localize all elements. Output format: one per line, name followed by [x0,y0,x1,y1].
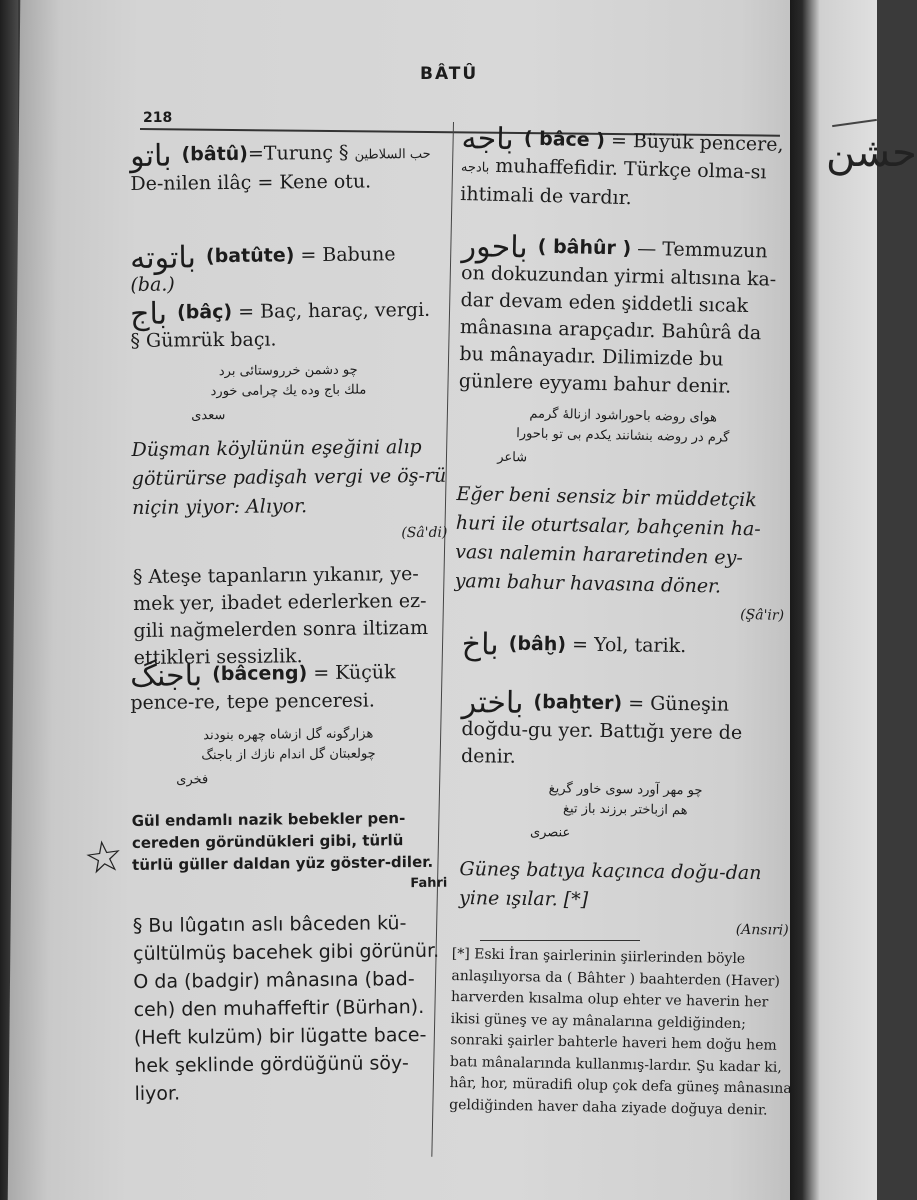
definition: = Babune [300,243,396,267]
entry-batu [130,139,446,198]
footnote-rule [480,940,640,941]
abbreviation: (ba.) [130,273,175,296]
arabic-headword: باجه [461,120,515,157]
persian-verse-1: هواى روضه باحوراشود ازنالهٔ گرمم [529,405,718,425]
definition-cont: De-nilen ilâç = Kene otu. [130,170,372,195]
facing-page [790,0,877,1200]
entry-baceng [130,659,450,1108]
headword: (bâç) [176,300,233,324]
entry-batu-text [130,139,446,198]
arabic-headword: باخ [461,626,499,663]
definition-cont: muhaffefidir. Türkçe olma-sı ihtimali de vardır. [460,154,767,209]
footnote: [*] Eski İran şairlerinin şiirlerinden böyle anlaşılıyorsa da ( Bâhter ) baahterden (Haver) harverden kısalma olup ehter ve haverin her ikisi güneş ve ay mânalarına geldiğinden; sonraki şairler bahterle haveri hem doğu hem batı mânalarında kullanmış-lardır. Şu kadar ki, hâr, hor, müradifi olup çok defa güneş mânasına geldiğinden haver daha ziyade doğuya denir. [449,945,792,1119]
arabic-headword: باتوته [129,239,197,276]
headword: (bâtû) [181,142,249,166]
arabic-headword: باحور [461,228,529,265]
poet-name-arabic: شاعر [497,449,528,465]
attribution: (Ansıri) [735,921,789,939]
arabic-headword: باختر [461,684,524,721]
persian-verse-2: گرم در روضه بنشانند يكدم بى تو باحورا [516,425,730,446]
definition: = Büyük pencere, [610,129,784,156]
headword: ( bâhûr ) [537,235,632,260]
translation-quote: Güneş batıya kaçınca doğu-dan yine ışılar. [*] [458,857,762,911]
translation-quote: Düşman köylünün eşeğini alıp götürürse padişah vergi ve öş-rü niçin yiyor: Alıyor. [131,435,447,519]
entry-bahter [458,684,791,944]
inline-arabic: بادجه [460,159,490,176]
translation-quote: Eğer beni sensiz bir müddetçik huri ile oturtsalar, bahçenin ha-vası nalemin hararetinden ey-yamı bahur havasına döner. [454,482,761,598]
definition: — Temmuzun on dokuzundan yirmi altısına ka-dar devam eden şiddetli sıcak mânasına arapçadır. Bahûrâ da bu mânayadır. Dilimizde bu günlere eyyamı bahur denir. [458,237,777,398]
definition: = Küçük pence-re, tepe penceresi. [130,661,396,714]
entry-bac [130,297,449,672]
running-head: BÂTÛ [420,64,479,84]
attribution: (Şâ'ir) [739,606,785,624]
arabic-headword: باتو [129,138,172,174]
headword: (batûte) [205,244,295,268]
inline-arabic: حب السلاطين [354,146,431,163]
entry-bah [461,626,792,663]
persian-verse-1: چو مهر آورد سوى خاور گريغ [548,780,703,798]
persian-verse-1: چو دشمن خرروستائی برد [218,362,358,379]
definition: = Güneşin doğdu-gu yer. Battığı yere de denir. [460,692,743,768]
attribution: (Sâ'di) [401,524,448,541]
poet-name-arabic: فخرى [176,771,209,788]
persian-verse-2: هم ازباختر برزند باز تيغ [562,800,688,818]
note: § Ateşe tapanların yıkanır, ye-mek yer, ibadet ederlerken ez-gili nağmelerden sonra iltizam ettikleri sessizlik. [132,562,429,669]
headword: (baḫter) [533,691,623,715]
page-number: 218 [143,110,173,126]
handdrawn-star-mark: ☆ [80,829,127,886]
facing-page-fragment: حشن [826,130,917,176]
headword: ( bâce ) [523,127,606,152]
arabic-headword: باج [129,296,168,332]
entry-batute [130,241,446,299]
arabic-headword: باجنگ [129,657,203,694]
attribution: Fahri [410,875,448,891]
definition: = Yol, tarik. [571,633,687,658]
definition: =Turunç § [247,141,349,165]
persian-verse-2: چولعبتان گل اندام نازك از باجنگ [201,745,376,763]
persian-verse-1: هزارگونه گل ازشاه چهره بنودند [203,725,374,743]
headword: (bâḫ) [508,632,567,656]
definition: = Baç, haraç, vergi. § Gümrük baçı. [130,298,431,352]
note: § Bu lûgatın aslı bâceden kü-çültülmüş bacehek gibi görünür. O da (badgir) mânasına (bad-ceh) den muhaffeftir (Bürhan). (Heft kulzüm) bir lügatte bace-hek şeklinde gördüğünü söy-liyor. [132,911,440,1105]
headword: (bâceng) [212,662,308,686]
translation-quote: Gül endamlı nazik bebekler pen-cereden göründükleri gibi, türlü türlü güller daldan yüz göster-diler. [131,808,434,874]
entry-bahur [454,228,792,629]
poet-name-arabic: سعدى [191,407,226,423]
poet-name-arabic: عنصرى [529,824,571,841]
entry-bace [460,120,792,216]
persian-verse-2: ملك باج وده يك چرامى خورد [210,382,367,399]
